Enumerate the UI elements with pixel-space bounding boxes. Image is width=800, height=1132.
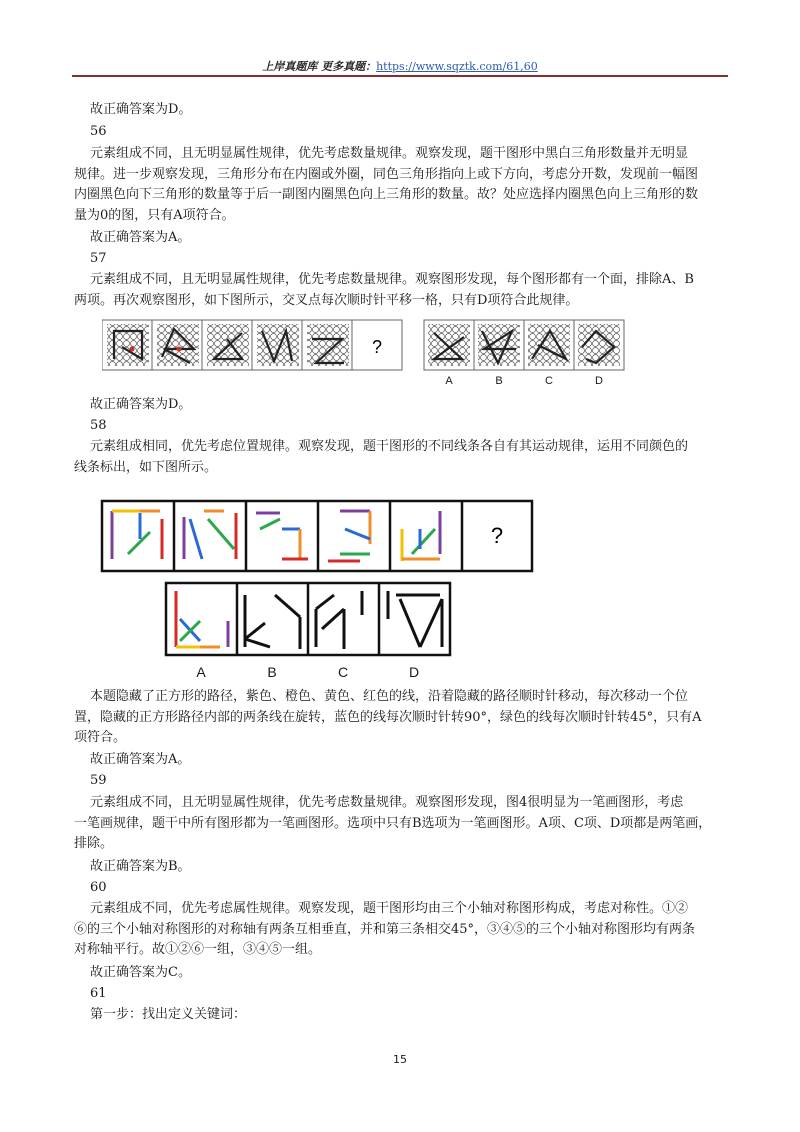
explanation-60-line: 元素组成不同，优先考虑属性规律。观察发现，题干图形均由三个小轴对称图形构成，考虑对称性。①② xyxy=(90,901,689,916)
explanation-57 xyxy=(74,270,740,311)
figure-58-panels xyxy=(100,499,540,664)
answer-56: 故正确答案为A。 xyxy=(90,230,191,245)
answer-60: 故正确答案为C。 xyxy=(90,965,191,980)
explanation-59-line: 排除。 xyxy=(74,836,114,851)
option-label-b: B xyxy=(495,375,503,387)
option-label-c: C xyxy=(337,664,349,680)
explanation-60-line: ⑥的三个小轴对称图形的对称轴有两条互相垂直，并和第三条相交45°，③④⑤的三个小轴对称图形均有两条 xyxy=(74,921,696,937)
option-label-d: D xyxy=(408,664,420,680)
question-number-56: 56 xyxy=(90,124,107,139)
question-mark: ? xyxy=(371,337,383,357)
option-label-a: A xyxy=(445,375,453,387)
figure-57 xyxy=(102,319,702,389)
question-panels xyxy=(102,320,402,370)
header-url-link[interactable]: https://www.sqztk.com/61,60 xyxy=(376,60,538,73)
answer-55: 故正确答案为D。 xyxy=(90,102,192,117)
option-label-d: D xyxy=(595,375,603,387)
figure-58 xyxy=(100,499,560,689)
question-mark: ? xyxy=(490,523,504,548)
explanation-57-line: 元素组成不同，且无明显属性规律，优先考虑数量规律。观察图形发现，每个图形都有一个面，排除A、B xyxy=(90,272,694,287)
option-label-b: B xyxy=(267,664,277,680)
explanation-58-line: 元素组成相同，优先考虑位置规律。观察发现，题干图形的不同线条各自有其运动规律，运用不同颜色的 xyxy=(90,439,689,454)
question-number-61: 61 xyxy=(90,986,107,1001)
explanation-58b xyxy=(74,687,740,749)
explanation-60-line: 对称轴平行。故①②⑥一组，③④⑤一组。 xyxy=(74,942,322,957)
explanation-58b-line: 项符合。 xyxy=(74,730,127,745)
explanation-59-line: 一笔画规律，题干中所有图形都为一笔画图形。选项中只有B选项为一笔画图形。A项、C项、D项都是两笔画， xyxy=(74,815,712,831)
explanation-58b-line: 置，隐藏的正方形路径内部的两条线在旋转，蓝色的线每次顺时针转90°，绿色的线每次顺时针转45°，只有A xyxy=(74,709,702,725)
answer-59: 故正确答案为B。 xyxy=(90,859,191,874)
explanation-58 xyxy=(74,437,740,478)
figure-57-panels xyxy=(102,319,702,371)
explanation-59 xyxy=(74,793,740,855)
explanation-60 xyxy=(74,899,740,961)
explanation-56-line: 内圈黑色向下三角形的数量等于后一副图内圈黑色向上三角形的数量。故？处应选择内圈黑色向上三角形的数 xyxy=(74,187,699,202)
question-number-60: 60 xyxy=(90,880,107,895)
explanation-58-line: 线条标出，如下图所示。 xyxy=(74,459,218,475)
question-number-57: 57 xyxy=(90,251,107,266)
answer-58: 故正确答案为A。 xyxy=(90,752,191,767)
header-prefix: 上岸真题库 更多真题： xyxy=(262,60,377,73)
explanation-59-line: 元素组成不同，且无明显属性规律，优先考虑数量规律。观察图形发现，图4很明显为一笔画图形，考虑 xyxy=(90,795,684,810)
explanation-58b-line: 本题隐藏了正方形的路径，紫色、橙色、黄色、红色的线，沿着隐藏的路径顺时针移动，每次移动一个位 xyxy=(90,689,689,704)
step-one-text: 第一步：找出定义关键词： xyxy=(90,1007,247,1022)
answer-57: 故正确答案为D。 xyxy=(90,397,192,412)
explanation-57-line: 两项。再次观察图形，如下图所示，交叉点每次顺时针平移一格，只有D项符合此规律。 xyxy=(74,292,579,308)
option-label-a: A xyxy=(196,664,206,680)
question-number-59: 59 xyxy=(90,773,107,788)
explanation-56-line: 量为0的图，只有A项符合。 xyxy=(74,207,235,223)
option-panels xyxy=(424,320,624,370)
question-number-58: 58 xyxy=(90,418,107,433)
header-rule xyxy=(72,75,728,77)
explanation-56-line: 规律。进一步观察发现，三角形分布在内圈或外圈，同色三角形指向上或下方向，考虑分开数，发现前一幅图 xyxy=(74,166,699,182)
page-header xyxy=(0,58,800,74)
explanation-56-line: 元素组成不同，且无明显属性规律，优先考虑数量规律。观察发现，题干图形中黑白三角形数量并无明显 xyxy=(90,146,689,161)
page-number: 15 xyxy=(393,1053,407,1066)
option-label-c: C xyxy=(545,375,553,387)
explanation-56 xyxy=(74,144,740,226)
